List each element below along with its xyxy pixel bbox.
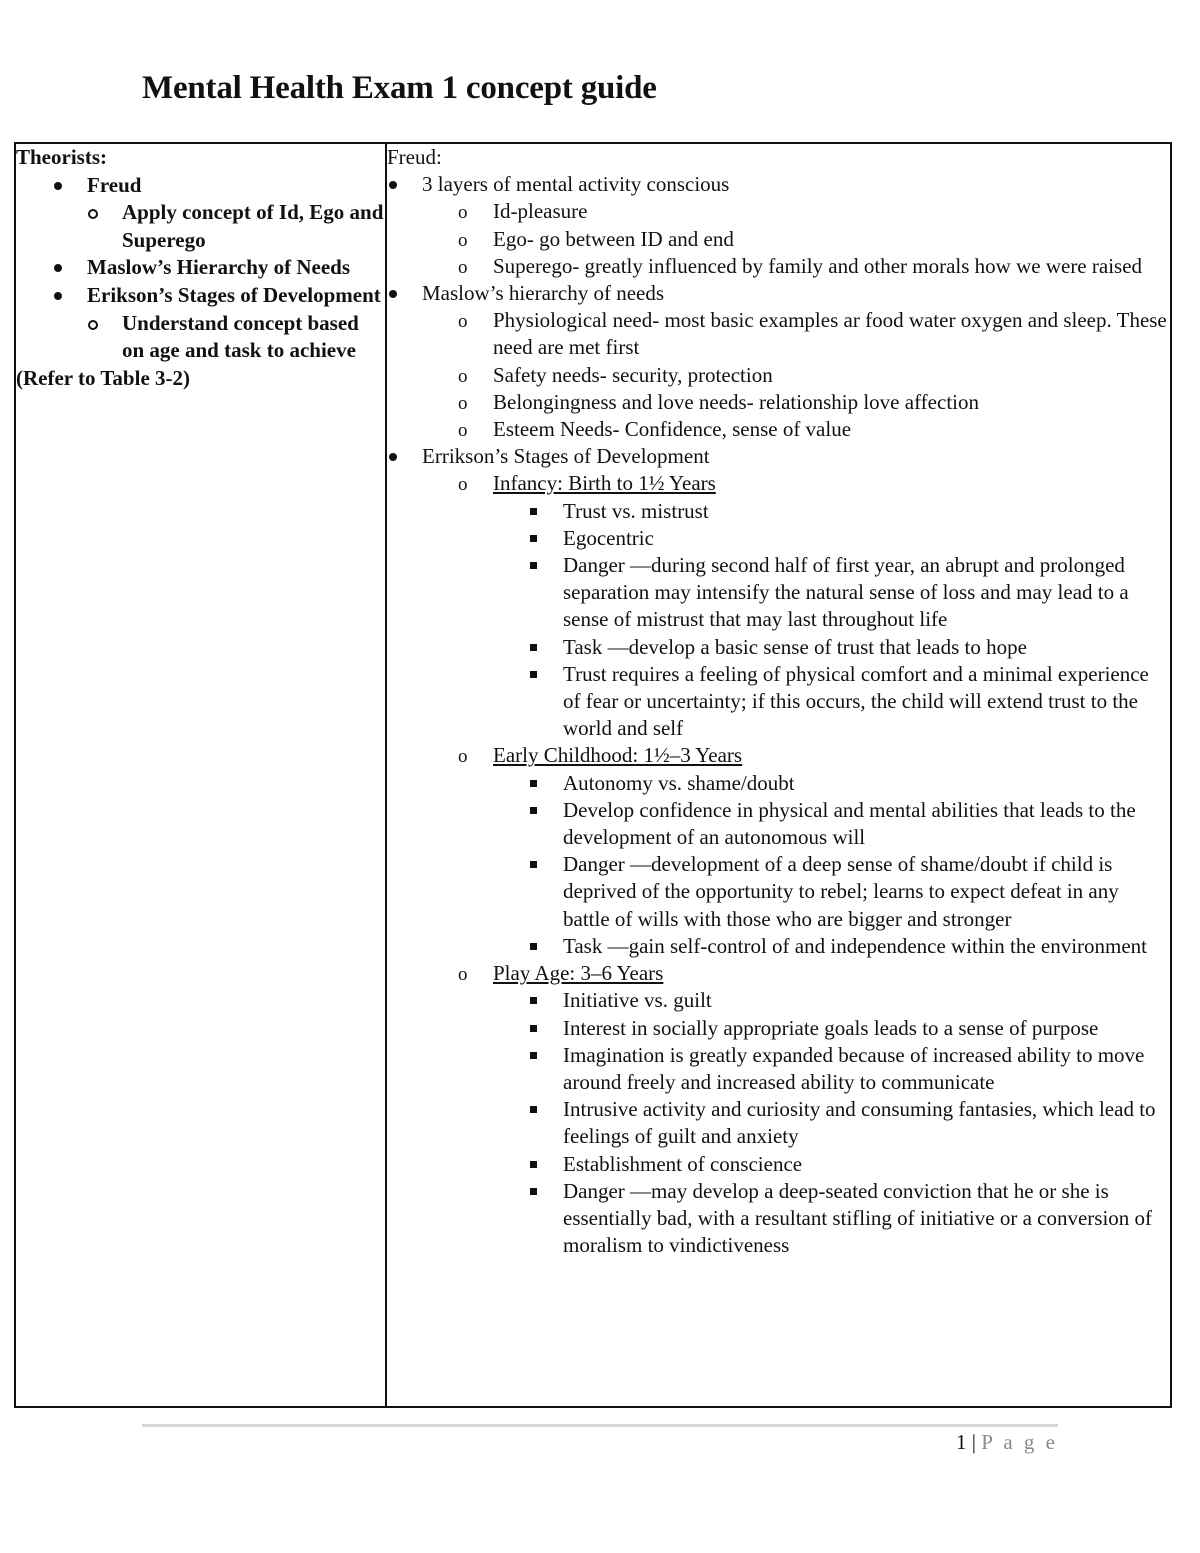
list-item: Intrusive activity and curiosity and consuming fantasies, which lead to feelings of guilt and anxiety <box>563 1097 1156 1149</box>
list-item: Task —develop a basic sense of trust that leads to hope <box>563 634 1027 659</box>
stage-heading: Play Age: 3–6 Years <box>493 961 664 986</box>
list-item: o Safety needs- security, protection <box>458 362 1170 389</box>
concept-table <box>14 142 1172 1408</box>
circle-bullet-icon: o <box>458 420 468 442</box>
list-item: Interest in socially appropriate goals leads to a sense of purpose <box>563 1015 1099 1040</box>
list-item: o Esteem Needs- Confidence, sense of value <box>458 416 1170 443</box>
list-item: Establishment of conscience <box>563 1151 803 1176</box>
list-item: Erikson’s Stages of Development Understand concept based on age and task to achieve <box>52 282 385 365</box>
list-item: o Ego- go between ID and end <box>458 226 1170 253</box>
list-item: o Id-pleasure <box>458 198 1170 225</box>
list-item: Errikson’s Stages of Development o Infancy: Birth to 1½ Years Trust vs. mistrust Egocentric Danger —during second half of first year, an abrupt and prolonged separation may intensify the natural sense of loss and may lead to a sense of mistrust that may last throughout life Task —develop a basic sense of trust that leads to hope Trust requires a feeling of physical comfort and a minimal experience of fear or uncertainty; if this occurs, the child will extend trust to the world and self o Early Childhood: 1½–3 Years Autonomy vs. shame/doubt Develop confidence in physical and mental abilities that leads to the development of an autonomous will Danger —development of a deep sense of shame/doubt if child is deprived of the opportunity to rebel; learns to expect defeat in any battle of wills with those who are bigger and stronger Task —gain self-control of and independence within the environment o Play Age: 3–6 Years Initiative vs. guilt Interest in socially appropriate goals leads to a sense of purpose Imagination is greatly expanded because of increased ability to move around freely and increased ability to communicate Intrusive activity and curiosity and consuming fantasies, which lead to feelings of guilt and anxiety Establishment of conscience Danger —may develop a deep-seated conviction that he or she is essentially bad, with a resultant stifling of initiative or a conversion of moralism to vindictiveness <box>387 443 1170 1259</box>
page-footer <box>956 1430 1058 1455</box>
list-item: Autonomy vs. shame/doubt <box>563 770 795 795</box>
list-item: Maslow’s Hierarchy of Needs <box>87 255 351 280</box>
document-title: Mental Health Exam 1 concept guide <box>142 70 657 106</box>
list-item: Danger —during second half of first year, an abrupt and prolonged separation may intensify the natural sense of loss and may lead to a sense of mistrust that may last throughout life <box>563 553 1129 632</box>
page-separator: | <box>971 1430 976 1454</box>
list-item: Initiative vs. guilt <box>563 988 712 1013</box>
list-item: Danger —development of a deep sense of shame/doubt if child is deprived of the opportunity to rebel; learns to expect defeat in any battle of wills with those who are bigger and stronger <box>563 852 1119 931</box>
theorists-list <box>52 172 385 365</box>
theorists-heading: Theorists: <box>16 145 107 169</box>
circle-bullet-icon: o <box>458 202 468 224</box>
list-item: Understand concept based on age and task to achieve <box>122 310 359 363</box>
circle-bullet-icon: o <box>458 229 468 251</box>
circle-bullet-icon: o <box>458 746 468 768</box>
list-item <box>458 470 1170 742</box>
list-item: o Physiological need- most basic examples ar food water oxygen and sleep. These need are met first <box>458 308 1167 360</box>
list-item: Danger —may develop a deep-seated conviction that he or she is essentially bad, with a resultant stifling of initiative or a conversion of moralism to vindictiveness <box>563 1178 1153 1258</box>
list-item: Egocentric <box>563 525 654 550</box>
list-item: Apply concept of Id, Ego and Superego <box>122 200 384 252</box>
notes-heading: Freud: <box>387 145 442 169</box>
circle-bullet-icon: o <box>458 964 468 986</box>
list-item: Trust requires a feeling of physical comfort and a minimal experience of fear or uncertainty; if this occurs, the child will extend trust to the world and self <box>563 661 1149 741</box>
table-reference-note: (Refer to Table 3-2) <box>16 365 190 390</box>
list-item: Trust vs. mistrust <box>563 498 709 523</box>
page-label: P a g e <box>981 1430 1058 1454</box>
circle-bullet-icon: o <box>458 256 468 278</box>
list-item: Develop confidence in physical and mental abilities that leads to the development of an autonomous will <box>563 797 1136 850</box>
list-item: o Superego- greatly influenced by family and other morals how we were raised <box>458 253 1170 280</box>
list-item: Task —gain self-control of and independence within the environment <box>563 933 1148 958</box>
stage-heading: Infancy: Birth to 1½ Years <box>493 471 716 496</box>
list-item <box>458 960 1170 1259</box>
theorists-column <box>15 143 386 1407</box>
footer-divider <box>142 1424 1058 1427</box>
circle-bullet-icon: o <box>458 365 468 387</box>
list-item: Imagination is greatly expanded because of increased ability to move around freely and increased ability to communicate <box>563 1042 1145 1094</box>
list-item <box>458 742 1170 960</box>
list-item: Freud Apply concept of Id, Ego and Superego <box>52 172 385 255</box>
list-item: Maslow’s hierarchy of needs o Physiological need- most basic examples ar food water oxygen and sleep. These need are met first o Safety needs- security, protection o Belongingness and love needs- relationship love affection o Esteem Needs- Confidence, sense of value <box>387 280 1170 443</box>
circle-bullet-icon: o <box>458 474 468 496</box>
circle-bullet-icon: o <box>458 392 468 414</box>
stage-heading: Early Childhood: 1½–3 Years <box>493 743 743 768</box>
notes-column <box>386 143 1171 1407</box>
page-number: 1 <box>955 1430 967 1454</box>
notes-list <box>387 171 1170 1259</box>
circle-bullet-icon: o <box>458 311 468 333</box>
list-item: o Belongingness and love needs- relationship love affection <box>458 389 1170 416</box>
list-item: 3 layers of mental activity conscious o Id-pleasure o Ego- go between ID and end o Superego- greatly influenced by family and other morals how we were raised <box>387 171 1170 280</box>
